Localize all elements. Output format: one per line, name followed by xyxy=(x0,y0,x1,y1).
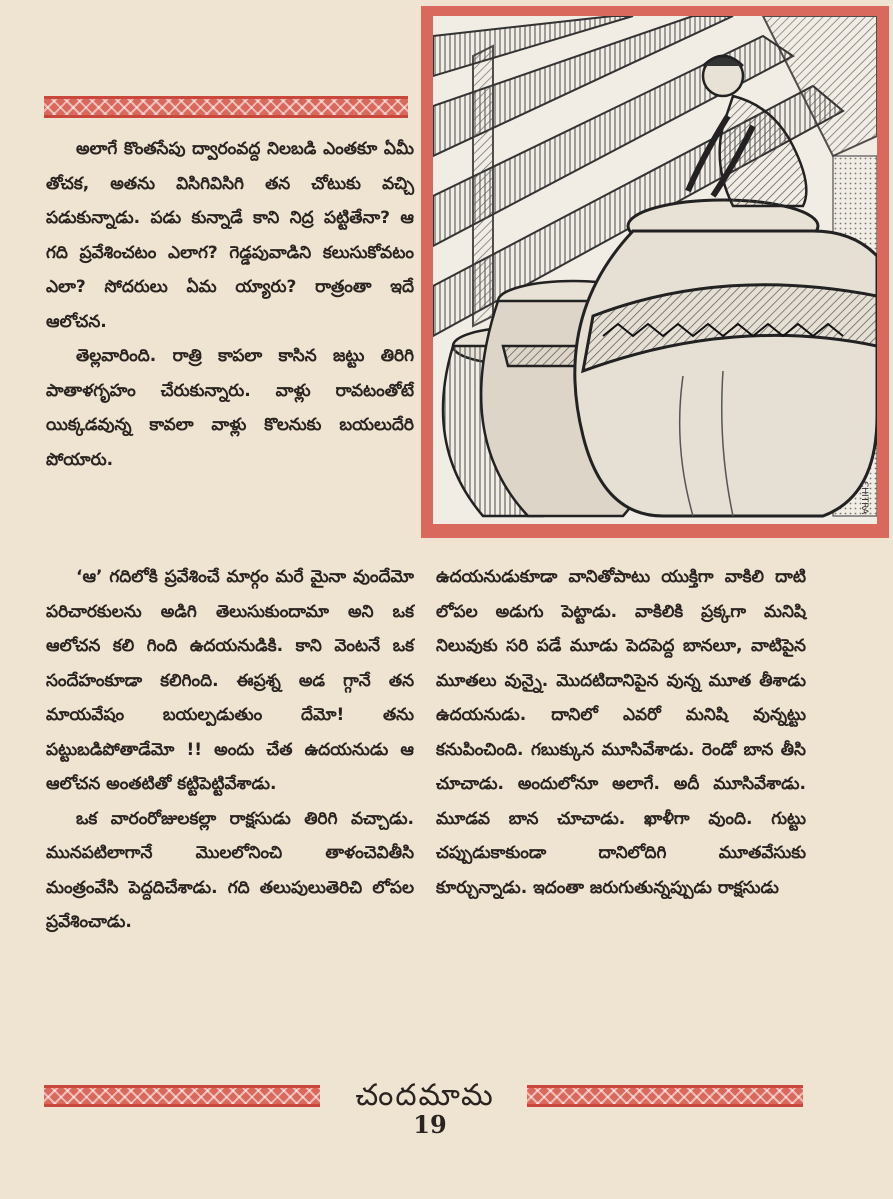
paragraph: తెల్లవారింది. రాత్రి కాపలా కాసిన జట్టు తిరిగి పాతాళగృహం చేరుకున్నారు. వాళ్లు రావటంతోటే యిక్కడవున్న కావలా వాళ్లు కొలనుకు బయలుదేరి పోయారు. xyxy=(46,346,414,470)
text-column-right xyxy=(436,560,806,905)
decorative-band-bottom-left xyxy=(44,1085,320,1107)
decorative-band-bottom-right xyxy=(527,1085,803,1107)
text-column-left-top xyxy=(46,132,414,477)
magazine-title: చందమామ xyxy=(355,1078,495,1113)
paragraph: ‘ఆ’ గదిలోకి ప్రవేశించే మార్గం మరే మైనా వుందేమో పరిచారకులను అడిగి తెలుసుకుందామా అని ఒక ఆలోచన కలి గింది ఉదయనుడికి. కాని వెంటనే ఒక సందేహంకూడా కలిగింది. ఈప్రశ్న అడ గ్గానే తన మాయవేషం బయల్పడుతుం దేమో! తను పట్టుబడిపోతాడేమో !! అందు చేత ఉదయనుడు ఆ ఆలోచన అంతటితో కట్టిపెట్టివేశాడు. xyxy=(46,567,414,794)
paragraph: అలాగే కొంతసేపు ద్వారంవద్ద నిలబడి ఎంతకూ ఏమీ తోచక, అతను విసిగివిసిగి తన చోటుకు వచ్చి పడుకున్నాడు. పడు కున్నాడే కాని నిద్ర పట్టితేనా? ఆ గది ప్రవేశించటం ఎలాగ? గెడ్డపువాడిని కలుసుకోవటం ఎలా? సోదరులు ఏమ య్యారు? రాత్రంతా ఇదే ఆలోచన. xyxy=(46,139,414,332)
story-illustration xyxy=(421,6,889,538)
page-number: 19 xyxy=(413,1110,447,1139)
illustrator-signature: CHITRA xyxy=(859,480,869,514)
pots-illustration xyxy=(433,16,877,524)
decorative-band-top xyxy=(44,96,408,118)
paragraph: ఒక వారంరోజులకల్లా రాక్షసుడు తిరిగి వచ్చాడు. మునపటిలాగానే మొలలోనించి తాళంచెవితీసి మంత్రంవేసి పెద్దదిచేశాడు. గది తలుపులుతెరిచి లోపల ప్రవేశించాడు. xyxy=(46,808,414,932)
text-column-left-bottom xyxy=(46,560,414,940)
paragraph: ఉదయనుడుకూడా వానితోపాటు యుక్తిగా వాకిలి దాటి లోపల అడుగు పెట్టాడు. వాకిలికి ప్రక్కగా మనిషి నిలువుకు సరి పడే మూడు పెదపెద్ద బానలూ, వాటిపైన మూతలు వున్నై. మొదటిదానిపైన వున్న మూత తీశాడు ఉదయనుడు. దానిలో ఎవరో మనిషి వున్నట్టు కనుపించింది. గబుక్కున మూసివేశాడు. రెండో బాన తీసి చూచాడు. అందులోనూ అలాగే. అదీ మూసివేశాడు. మూడవ బాన చూచాడు. ఖాళీగా వుంది. గుట్టు చప్పుడుకాకుండా దానిలోదిగి మూతవేసుకు కూర్చున్నాడు. ఇదంతా జరుగుతున్నప్పుడు రాక్షసుడు xyxy=(436,567,806,898)
